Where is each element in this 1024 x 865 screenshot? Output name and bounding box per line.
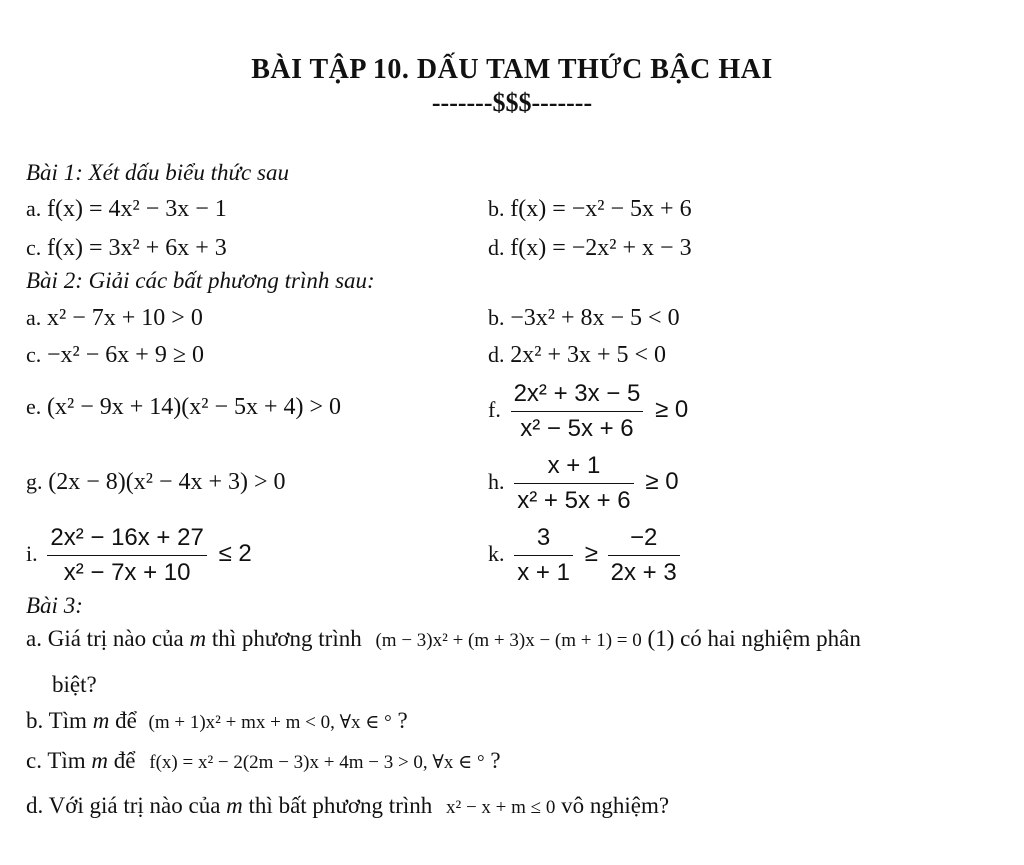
fraction-numerator: 3 — [514, 524, 573, 556]
fraction-denominator: 2x + 3 — [610, 559, 677, 586]
text: Giá trị nào của — [47, 626, 184, 651]
item-label: c. — [26, 235, 42, 260]
bai2-item-e — [26, 394, 341, 421]
item-label: f. — [488, 396, 501, 422]
bai2-item-h — [488, 452, 679, 515]
bai2-item-c — [26, 342, 204, 369]
text: Tìm — [48, 708, 87, 733]
math-expression: (x² − 9x + 14)(x² − 5x + 4) > 0 — [47, 394, 342, 420]
math-expression: f(x) = −x² − 5x + 6 — [510, 196, 692, 222]
text: để — [113, 748, 136, 773]
bai2-item-i — [26, 524, 252, 587]
item-label: c. — [26, 748, 42, 773]
math-expression: f(x) = 4x² − 3x − 1 — [47, 196, 227, 222]
bai3-item-b — [26, 708, 408, 734]
item-label: b. — [26, 708, 44, 733]
math-expression: 2x² + 3x + 5 < 0 — [510, 342, 667, 368]
variable: m — [189, 626, 207, 651]
text: vô nghiệm? — [561, 793, 670, 818]
bai1-item-b — [488, 196, 692, 223]
bai2-item-d — [488, 342, 666, 369]
bai3-item-a-continuation: biệt? — [52, 672, 97, 697]
text: (1) có hai nghiệm phân — [647, 626, 861, 651]
fraction-numerator: 2x² + 3x − 5 — [511, 380, 644, 412]
relation: ≥ 0 — [655, 395, 689, 423]
fraction-numerator: 2x² − 16x + 27 — [47, 524, 206, 556]
bai2-item-g — [26, 469, 286, 496]
relation: ≥ 0 — [645, 467, 679, 495]
math-expression: −x² − 6x + 9 ≥ 0 — [47, 342, 204, 368]
math-expression: f(x) = 3x² + 6x + 3 — [47, 235, 227, 261]
relation: ≥ — [584, 539, 598, 567]
item-label: c. — [26, 342, 42, 367]
text: thì bất phương trình — [248, 793, 433, 818]
text: thì phương trình — [211, 626, 362, 651]
fraction-denominator: x² + 5x + 6 — [517, 487, 631, 514]
fraction — [514, 524, 573, 587]
bai1-item-c — [26, 235, 227, 262]
item-label: h. — [488, 468, 505, 494]
bai2-item-b — [488, 305, 680, 332]
text: ? — [490, 748, 501, 773]
fraction — [514, 452, 633, 515]
math-expression: (2x − 8)(x² − 4x + 3) > 0 — [48, 469, 286, 495]
item-label: e. — [26, 394, 42, 419]
math-expression: f(x) = x² − 2(2m − 3)x + 4m − 3 > 0, ∀x ∈ ° — [149, 752, 485, 773]
bai3-item-a — [26, 626, 861, 652]
item-label: k. — [488, 540, 505, 566]
fraction-denominator: x² − 5x + 6 — [520, 415, 634, 442]
item-label: d. — [488, 342, 505, 367]
math-expression: −3x² + 8x − 5 < 0 — [510, 305, 680, 331]
document-title: BÀI TẬP 10. DẤU TAM THỨC BẬC HAI — [251, 54, 773, 85]
fraction-numerator: x + 1 — [514, 452, 633, 484]
math-expression: x² − x + m ≤ 0 — [446, 797, 556, 818]
bai2-heading: Bài 2: Giải các bất phương trình sau: — [26, 268, 375, 293]
fraction — [511, 380, 644, 443]
bai3-heading: Bài 3: — [26, 593, 83, 618]
item-label: g. — [26, 469, 43, 494]
text: để — [115, 708, 137, 733]
item-label: i. — [26, 540, 38, 566]
item-label: b. — [488, 196, 505, 221]
item-label: d. — [488, 235, 505, 260]
math-expression: x² − 7x + 10 > 0 — [47, 305, 203, 331]
title-separator: -------$$$------- — [431, 88, 593, 117]
variable: m — [91, 748, 109, 773]
bai3-item-d — [26, 793, 669, 819]
item-label: a. — [26, 305, 42, 330]
item-label: b. — [488, 305, 505, 330]
item-label: a. — [26, 196, 42, 221]
variable: m — [226, 793, 243, 818]
fraction — [47, 524, 206, 587]
bai3-item-c — [26, 748, 501, 774]
bai1-item-d — [488, 235, 692, 262]
item-label: a. — [26, 626, 42, 651]
variable: m — [92, 708, 110, 733]
fraction-numerator: −2 — [608, 524, 680, 556]
bai1-heading: Bài 1: Xét dấu biểu thức sau — [26, 160, 289, 185]
math-expression: f(x) = −2x² + x − 3 — [510, 235, 692, 261]
math-expression: (m + 1)x² + mx + m < 0, ∀x ∈ ° — [148, 712, 392, 733]
text: Tìm — [47, 748, 86, 773]
fraction-right — [608, 524, 680, 587]
bai1-item-a — [26, 196, 227, 223]
bai2-item-f — [488, 380, 688, 443]
text: ? — [397, 708, 408, 733]
bai2-item-a — [26, 305, 203, 332]
relation: ≤ 2 — [218, 539, 252, 567]
bai2-item-k — [488, 524, 686, 587]
math-expression: (m − 3)x² + (m + 3)x − (m + 1) = 0 — [375, 630, 642, 651]
item-label: d. — [26, 793, 44, 818]
text: Với giá trị nào của — [48, 793, 221, 818]
fraction-denominator: x + 1 — [517, 559, 570, 586]
fraction-denominator: x² − 7x + 10 — [63, 559, 191, 586]
